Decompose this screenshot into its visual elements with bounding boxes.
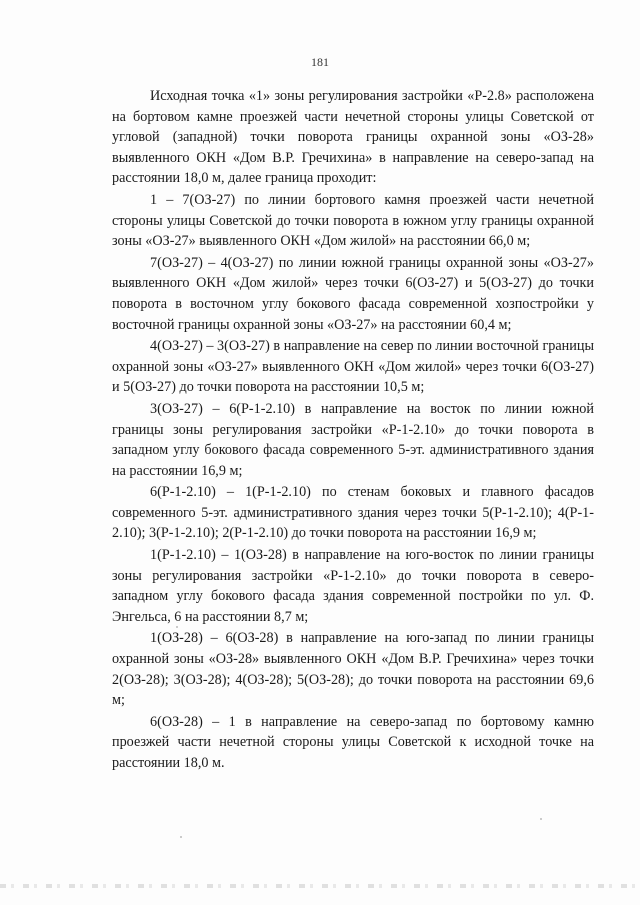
paragraph-segment-8: 6(ОЗ-28) – 1 в направление на северо-запад по бортовому камню проезжей части нечетной стороны улицы Советской к исходной точке на расстоянии 18,0 м. [112, 713, 594, 771]
scan-speck [540, 818, 542, 820]
paragraph-segment-6: 1(Р-1-2.10) – 1(ОЗ-28) в направление на юго-восток по линии границы зоны регулирования застройки «Р-1-2.10» до точки поворота в северо-западном углу бокового фасада здания современной постройки по ул. Ф. Энгельса, 6 на расстоянии 8,7 м; [112, 547, 594, 625]
paragraph-segment-7: 1(ОЗ-28) – 6(ОЗ-28) в направление на юго-запад по линии границы охранной зоны «ОЗ-28» выявленного ОКН «Дом В.Р. Гречихина» через точки 2(ОЗ-28); 3(ОЗ-28); 4(ОЗ-28); 5(ОЗ-28); до точки поворота на расстоянии 69,6 м; [112, 630, 594, 709]
scan-edge-noise [0, 884, 640, 888]
paragraph-segment-1: 1 – 7(ОЗ-27) по линии бортового камня проезжей части нечетной стороны улицы Советской до точки поворота в южном углу границы охранной зоны «ОЗ-27» выявленного ОКН «Дом жилой» на расстоянии 66,0 м; [112, 191, 594, 250]
paragraph-start-point: Исходная точка «1» зоны регулирования застройки «Р-2.8» расположена на бортовом камне проезжей части нечетной стороны улицы Советской от угловой (западной) точки поворота границы охранной зоны «ОЗ-28» выявленного ОКН «Дом В.Р. Гречихина» в направление на северо-запад на расстоянии 18,0 м, далее граница проходит: [112, 88, 594, 187]
scan-speck [176, 626, 178, 628]
page-number: 181 [311, 55, 329, 69]
scan-speck [180, 836, 182, 838]
document-body [112, 86, 594, 774]
paragraph-segment-2: 7(ОЗ-27) – 4(ОЗ-27) по линии южной границы охранной зоны «ОЗ-27» выявленного ОКН «Дом жилой» через точки 6(ОЗ-27) и 5(ОЗ-27) до точки поворота в восточном углу бокового фасада современной хозпостройки у восточной границы охранной зоны «ОЗ-27» на расстоянии 60,4 м; [112, 254, 594, 333]
paragraph-segment-5: 6(Р-1-2.10) – 1(Р-1-2.10) по стенам боковых и главного фасадов современного 5-эт. административного здания через точки 5(Р-1-2.10); 4(Р-1-2.10); 3(Р-1-2.10); 2(Р-1-2.10) до точки поворота на расстоянии 16,9 м; [112, 484, 594, 542]
paragraph-segment-3: 4(ОЗ-27) – 3(ОЗ-27) в направление на север по линии восточной границы охранной зоны «ОЗ-27» выявленного ОКН «Дом жилой» через точки 6(ОЗ-27) и 5(ОЗ-27) до точки поворота на расстоянии 10,5 м; [112, 338, 594, 396]
paragraph-segment-4: 3(ОЗ-27) – 6(Р-1-2.10) в направление на восток по линии южной границы зоны регулирования застройки «Р-1-2.10» до точки поворота в западном углу бокового фасада современного 5-эт. административного здания на расстоянии 16,9 м; [112, 400, 594, 479]
